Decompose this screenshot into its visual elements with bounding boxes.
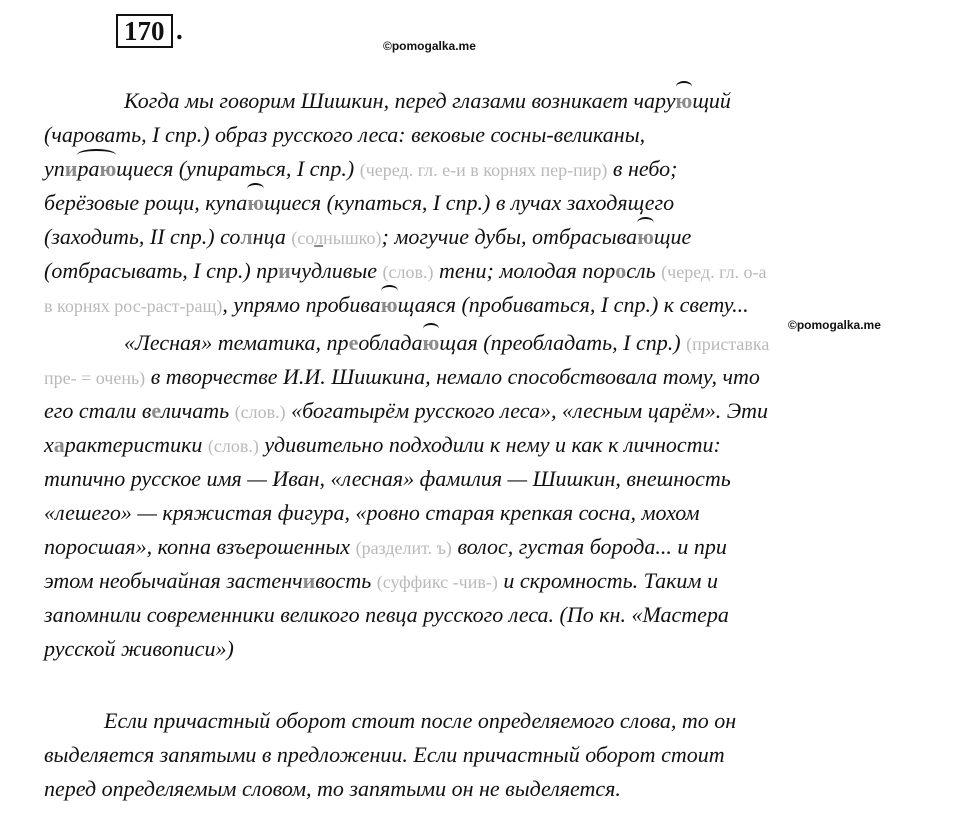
- rule-line-2: выделяется запятыми в предложении. Если причастный оборот стоит: [44, 742, 725, 767]
- text-line-12: типично русское имя — Иван, «лесная» фамилия — Шишкин, внешность: [44, 466, 731, 491]
- text-line-8: «Лесная» тематика, преобладающая (преобладать, I спр.) (приставка: [124, 326, 769, 360]
- text-line-3: упирающиеся (упираться, I спр.) (черед. гл. е-и в корнях пер-пир) в небо;: [44, 152, 677, 186]
- text-line-4: берёзовые рощи, купающиеся (купаться, I спр.) в лучах заходящего: [44, 186, 674, 220]
- text-line-17: русской живописи»): [44, 636, 234, 661]
- watermark: ©pomogalka.me: [383, 39, 476, 53]
- note: (черед. гл. е-и в корнях пер-пир): [359, 160, 608, 180]
- text-line-2: (чаровать, I спр.) образ русского леса: вековые сосны-великаны,: [44, 122, 646, 147]
- exercise-number-dot: .: [176, 15, 183, 45]
- text-line-5: (заходить, II спр.) солнца (солнышко); могучие дубы, отбрасывающие: [44, 220, 691, 254]
- text-line-14: поросшая», копна взъерошенных (разделит. ъ) волос, густая борода... и при: [44, 534, 727, 559]
- text-line-1: Когда мы говорим Шишкин, перед глазами возникает чарующий: [124, 84, 731, 118]
- text-line-7: в корнях рос-раст-ращ), упрямо пробивающаяся (пробиваться, I спр.) к свету...: [44, 288, 749, 322]
- rule-line-3: перед определяемым словом, то запятыми он не выделяется.: [44, 776, 621, 801]
- text-line-13: «лешего» — кряжистая фигура, «ровно старая крепкая сосна, мохом: [44, 500, 700, 525]
- text-line-11: характеристики (слов.) удивительно подходили к нему и как к личности:: [44, 432, 721, 457]
- rule-line-1: Если причастный оборот стоит после определяемого слова, то он: [104, 708, 737, 733]
- watermark: ©pomogalka.me: [788, 318, 881, 332]
- text-line-16: запомнили современники великого певца русского леса. (По кн. «Мастера: [44, 602, 729, 627]
- exercise-number: 170: [116, 14, 173, 48]
- text-line-15: этом необычайная застенчивость (суффикс -чив-) и скромность. Таким и: [44, 568, 718, 593]
- text-line-9: пре- = очень) в творчестве И.И. Шишкина, немало способствовала тому, что: [44, 364, 760, 389]
- text-line-10: его стали величать (слов.) «богатырём русского леса», «лесным царём». Эти: [44, 398, 769, 423]
- text-line-6: (отбрасывать, I спр.) причудливые (слов.) тени; молодая поросль (черед. гл. о-а: [44, 258, 767, 283]
